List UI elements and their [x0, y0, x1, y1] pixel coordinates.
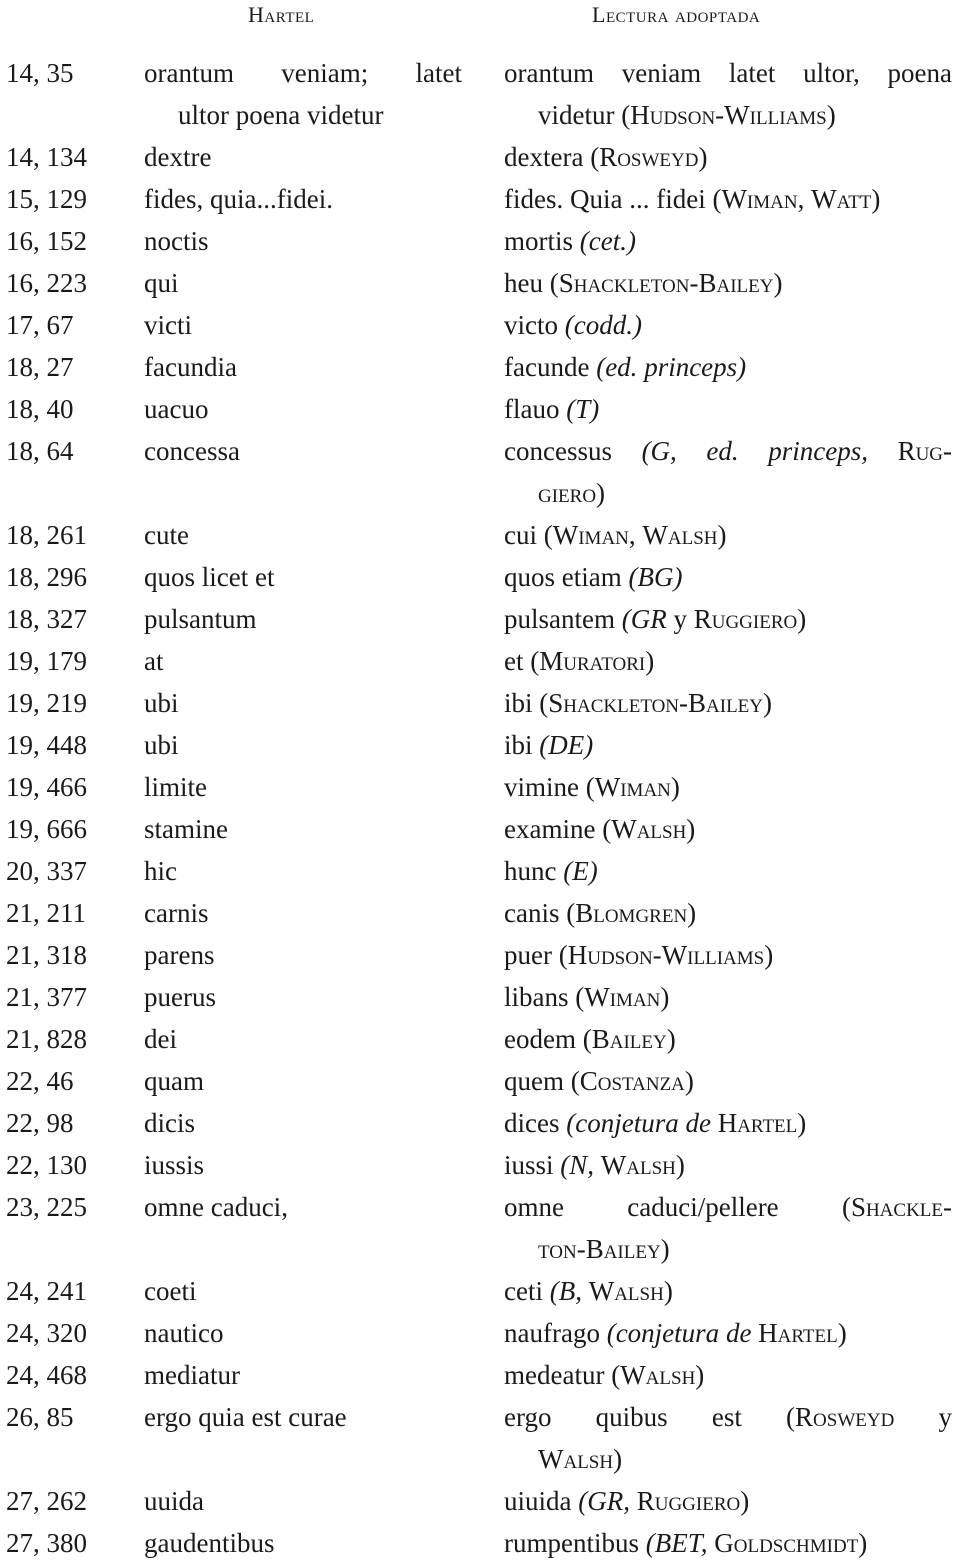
table-row	[0, 1186, 960, 1270]
table-row	[0, 682, 960, 724]
table-row	[0, 430, 960, 514]
lectura-line-2: giero)	[538, 478, 606, 508]
table-row	[0, 808, 960, 850]
variant-table	[0, 52, 960, 1564]
table-row	[0, 136, 960, 178]
lectura-cell: pulsantem (GR y Ruggiero)	[504, 604, 807, 634]
lectura-cell: mortis (cet.)	[504, 226, 636, 256]
hartel-cell: coeti	[144, 1276, 197, 1306]
table-row	[0, 304, 960, 346]
hartel-cell	[138, 52, 498, 136]
hartel-line: orantum veniam; latet	[144, 58, 462, 88]
ref-cell: 19, 179	[6, 646, 87, 676]
lectura-line: ergo quibus est (Rosweyd y	[504, 1402, 952, 1432]
lectura-cell: ibi (DE)	[504, 730, 594, 760]
hartel-cell: dicis	[144, 1108, 195, 1138]
hartel-cell: victi	[144, 310, 192, 340]
lectura-cell: dextera (Rosweyd)	[504, 142, 708, 172]
table-row	[0, 388, 960, 430]
table-row	[0, 1018, 960, 1060]
lectura-cell: uiuida (GR, Ruggiero)	[504, 1486, 750, 1516]
hartel-cell: omne caduci,	[144, 1192, 288, 1222]
ref-cell: 16, 152	[6, 226, 87, 256]
hartel-cell: parens	[144, 940, 215, 970]
lectura-cell: puer (Hudson-Williams)	[504, 940, 774, 970]
hartel-cell: mediatur	[144, 1360, 240, 1390]
hartel-cell: quos licet et	[144, 562, 275, 592]
hartel-cell: concessa	[144, 436, 240, 466]
lectura-cell: eodem (Bailey)	[504, 1024, 676, 1054]
hartel-cell: carnis	[144, 898, 209, 928]
table-row	[0, 556, 960, 598]
lectura-cell: canis (Blomgren)	[504, 898, 697, 928]
lectura-cell: victo (codd.)	[504, 310, 642, 340]
lectura-cell: examine (Walsh)	[504, 814, 696, 844]
hartel-cell: quam	[144, 1066, 204, 1096]
lectura-cell	[498, 430, 960, 514]
table-row	[0, 346, 960, 388]
hartel-cell: nautico	[144, 1318, 224, 1348]
hartel-cell: qui	[144, 268, 179, 298]
table-row	[0, 724, 960, 766]
hartel-cell: uacuo	[144, 394, 209, 424]
ref-cell: 21, 211	[6, 898, 86, 928]
ref-cell: 27, 380	[6, 1528, 87, 1558]
table-row	[0, 640, 960, 682]
table-row	[0, 976, 960, 1018]
hartel-cell: uuida	[144, 1486, 204, 1516]
ref-cell: 18, 27	[6, 352, 74, 382]
ref-cell: 18, 296	[6, 562, 87, 592]
table-row	[0, 1144, 960, 1186]
ref-cell: 21, 377	[6, 982, 87, 1012]
lectura-line-2: ton-Bailey)	[538, 1234, 670, 1264]
table-row	[0, 1060, 960, 1102]
ref-cell: 23, 225	[6, 1192, 87, 1222]
hartel-cell: puerus	[144, 982, 216, 1012]
lectura-cell: quos etiam (BG)	[504, 562, 683, 592]
ref-cell: 26, 85	[6, 1402, 74, 1432]
hartel-cell: pulsantum	[144, 604, 257, 634]
table-row	[0, 262, 960, 304]
hartel-cell: hic	[144, 856, 177, 886]
lectura-cell: iussi (N, Walsh)	[504, 1150, 685, 1180]
table-row	[0, 598, 960, 640]
table-row	[0, 1270, 960, 1312]
table-row	[0, 892, 960, 934]
hartel-cell: dei	[144, 1024, 177, 1054]
ref-cell: 18, 261	[6, 520, 87, 550]
hartel-cell: iussis	[144, 1150, 205, 1180]
lectura-cell: heu (Shackleton-Bailey)	[504, 268, 783, 298]
hartel-cell: ergo quia est curae	[144, 1402, 347, 1432]
table-row	[0, 766, 960, 808]
ref-cell: 21, 318	[6, 940, 87, 970]
hartel-cell: gaudentibus	[144, 1528, 275, 1558]
table-row	[0, 514, 960, 556]
ref-cell: 17, 67	[6, 310, 74, 340]
lectura-line: concessus (G, ed. princeps, Rug-	[504, 436, 953, 466]
hartel-cell: stamine	[144, 814, 228, 844]
hartel-cell: fides, quia...fidei.	[144, 184, 333, 214]
table-row	[0, 1354, 960, 1396]
hartel-cell: ubi	[144, 688, 179, 718]
table-row	[0, 1396, 960, 1480]
lectura-cell: flauo (T)	[504, 394, 600, 424]
column-header-lectura: Lectura adoptada	[592, 2, 761, 27]
hartel-cell: dextre	[144, 142, 212, 172]
ref-cell: 22, 130	[6, 1150, 87, 1180]
lectura-cell: et (Muratori)	[504, 646, 655, 676]
lectura-cell: fides. Quia ... fidei (Wiman, Watt)	[504, 184, 881, 214]
ref-cell: 24, 320	[6, 1318, 87, 1348]
table-row	[0, 1522, 960, 1564]
ref-cell: 19, 666	[6, 814, 87, 844]
lectura-cell: facunde (ed. princeps)	[504, 352, 747, 382]
table-row	[0, 178, 960, 220]
table-row	[0, 52, 960, 136]
lectura-cell: libans (Wiman)	[504, 982, 670, 1012]
table-row	[0, 850, 960, 892]
ref-cell: 22, 98	[6, 1108, 74, 1138]
lectura-cell: hunc (E)	[504, 856, 598, 886]
ref-cell: 19, 219	[6, 688, 87, 718]
ref-cell: 18, 327	[6, 604, 87, 634]
lectura-cell: ceti (B, Walsh)	[504, 1276, 673, 1306]
lectura-cell	[498, 52, 960, 136]
hartel-line-2: ultor poena videtur	[178, 100, 384, 130]
hartel-cell: facundia	[144, 352, 237, 382]
hartel-cell: at	[144, 646, 164, 676]
hartel-cell: limite	[144, 772, 207, 802]
lectura-line: omne caduci/pellere (Shackle-	[504, 1192, 952, 1222]
lectura-cell: vimine (Wiman)	[504, 772, 680, 802]
table-row	[0, 1102, 960, 1144]
lectura-line-2: videtur (Hudson-Williams)	[538, 100, 836, 130]
ref-cell: 19, 448	[6, 730, 87, 760]
ref-cell: 19, 466	[6, 772, 87, 802]
ref-cell: 27, 262	[6, 1486, 87, 1516]
ref-cell: 15, 129	[6, 184, 87, 214]
ref-cell: 24, 241	[6, 1276, 87, 1306]
table-row	[0, 1480, 960, 1522]
lectura-cell: naufrago (conjetura de Hartel)	[504, 1318, 847, 1348]
ref-cell: 20, 337	[6, 856, 87, 886]
ref-cell: 14, 134	[6, 142, 87, 172]
hartel-cell: ubi	[144, 730, 179, 760]
ref-cell: 14, 35	[6, 58, 74, 88]
table-row	[0, 1312, 960, 1354]
ref-cell: 18, 64	[6, 436, 74, 466]
lectura-cell: quem (Costanza)	[504, 1066, 694, 1096]
hartel-cell: noctis	[144, 226, 209, 256]
ref-cell: 21, 828	[6, 1024, 87, 1054]
lectura-cell	[498, 1186, 960, 1270]
lectura-cell: dices (conjetura de Hartel)	[504, 1108, 807, 1138]
lectura-cell: medeatur (Walsh)	[504, 1360, 705, 1390]
lectura-cell: rumpentibus (BET, Goldschmidt)	[504, 1528, 868, 1558]
ref-cell: 22, 46	[6, 1066, 74, 1096]
ref-cell: 18, 40	[6, 394, 74, 424]
lectura-cell: ibi (Shackleton-Bailey)	[504, 688, 772, 718]
lectura-line: orantum veniam latet ultor, poena	[504, 58, 952, 88]
hartel-cell: cute	[144, 520, 189, 550]
ref-cell: 16, 223	[6, 268, 87, 298]
lectura-cell	[498, 1396, 960, 1480]
column-header-hartel: Hartel	[248, 2, 315, 27]
lectura-cell: cui (Wiman, Walsh)	[504, 520, 727, 550]
table-row	[0, 220, 960, 262]
ref-cell: 24, 468	[6, 1360, 87, 1390]
table-row	[0, 934, 960, 976]
lectura-line-2: Walsh)	[538, 1444, 623, 1474]
